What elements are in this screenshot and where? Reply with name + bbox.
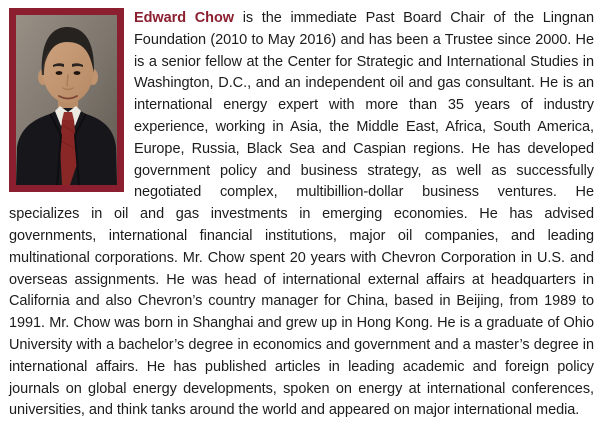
- person-name: Edward Chow: [134, 10, 235, 26]
- portrait-photo: [9, 8, 124, 192]
- bio-body-text: is the immediate Past Board Chair of the Lingnan Foundation (2010 to May 2016) and has been a Trustee since 2000. He is a senior fellow at the Center for Strategic and International Studies in Washington, D.C., and an independent oil and gas consultant. He is an international energy expert with more than 35 years of industry experience, working in Asia, the Middle East, Africa, South America, Europe, Russia, Black Sea and Caspian regions. He has developed government policy and business strategy, as well as successfully negotiated complex, multibillion-dollar business ventures. He specializes in oil and gas investments in emerging economies. He has advised governments, international financial institutions, major oil companies, and leading multinational corporations. Mr. Chow spent 20 years with Chevron Corporation in U.S. and overseas assignments. He was head of international external affairs at headquarters in California and also Chevron’s country manager for China, based in Beijing, from 1989 to 1991. Mr. Chow was born in Shanghai and grew up in Hong Kong. He is a graduate of Ohio University with a bachelor’s degree in economics and government and a master’s degree in international affairs. He has published articles in leading academic and foreign policy journals on global energy developments, spoken on energy at international conferences, universities, and think tanks around the world and appeared on major international media.: [9, 10, 594, 419]
- portrait-photo-image: [16, 15, 117, 185]
